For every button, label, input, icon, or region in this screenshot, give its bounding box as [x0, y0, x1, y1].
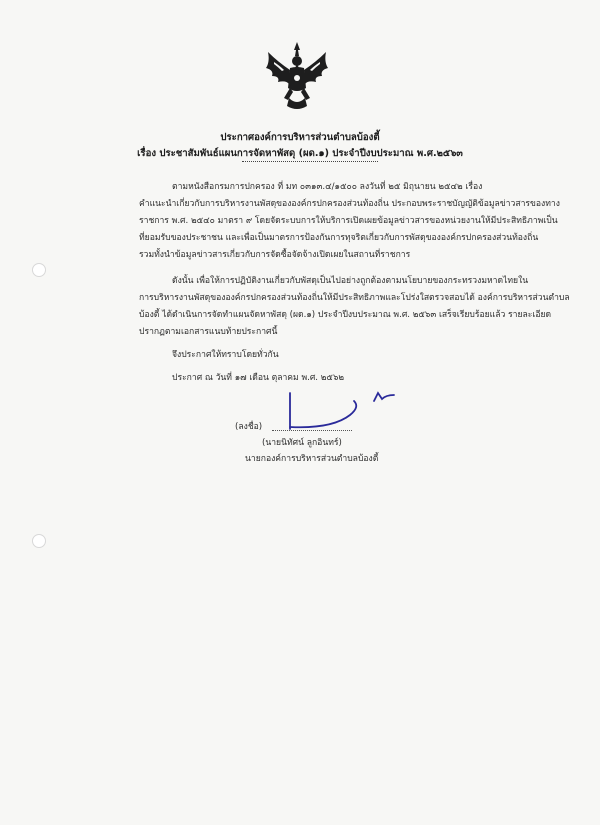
para1-line-3: ราชการ พ.ศ. ๒๕๔๐ มาตรา ๙ โดยจัดระบบการให้บริการเปิดเผยข้อมูลข่าวสารของหน่วยงานให้มีประสิทธิภาพเป็น	[139, 216, 558, 226]
handwritten-signature	[262, 365, 422, 435]
announcement-subject: เรื่อง ประชาสัมพันธ์แผนการจัดหาพัสดุ (ผด.๑) ประจำปีงบประมาณ พ.ศ.๒๕๖๓	[137, 148, 463, 159]
para1-line-5: รวมทั้งนำข้อมูลข่าวสารเกี่ยวกับการจัดซื้อจัดจ้างเปิดเผยในสถานที่ราชการ	[139, 250, 411, 260]
para2-line-3: บ้องตี้ ได้ดำเนินการจัดทำแผนจัดหาพัสดุ (ผด.๑) ประจำปีงบประมาณ พ.ศ. ๒๕๖๓ เสร็จเรียบร้อยแล้ว รายละเอียด	[139, 310, 552, 320]
para1-line-1: ตามหนังสือกรมการปกครอง ที่ มท ๐๓๑๓.๔/๑๕๐๐ ลงวันที่ ๒๕ มิถุนายน ๒๕๔๒ เรื่อง	[172, 182, 483, 192]
para2-line-2: การบริหารงานพัสดุขององค์กรปกครองส่วนท้องถิ่นให้มีประสิทธิภาพและโปร่งใสตรวจสอบได้ องค์การบริหารส่วนตำบล	[139, 293, 570, 303]
garuda-emblem-icon	[262, 40, 332, 112]
title-divider	[242, 161, 378, 162]
announcement-title: ประกาศองค์การบริหารส่วนตำบลบ้องตี้	[220, 132, 380, 143]
punch-hole-top	[32, 263, 46, 277]
para2-line-1: ดังนั้น เพื่อให้การปฏิบัติงานเกี่ยวกับพัสดุเป็นไปอย่างถูกต้องตามนโยบายของกระทรวงมหาดไทยใน	[172, 276, 529, 286]
para1-line-2: คำแนะนำเกี่ยวกับการบริหารงานพัสดุขององค์กรปกครองส่วนท้องถิ่น ประกอบพระราชบัญญัติข้อมูลข่าวสารของทาง	[139, 199, 560, 209]
signer-name: (นายนิทัศน์ ลูกอินทร์)	[262, 438, 342, 448]
announce-text: จึงประกาศให้ทราบโดยทั่วกัน	[172, 350, 279, 360]
para2-line-4: ปรากฏตามเอกสารแนบท้ายประกาศนี้	[139, 327, 278, 337]
punch-hole-bottom	[32, 534, 46, 548]
date-line: ประกาศ ณ วันที่ ๑๗ เดือน ตุลาคม พ.ศ. ๒๕๖๒	[172, 373, 345, 383]
sign-dotline	[272, 430, 352, 431]
sign-label: (ลงชื่อ)	[235, 422, 263, 432]
signer-position: นายกองค์การบริหารส่วนตำบลบ้องตี้	[245, 454, 379, 464]
para1-line-4: ที่ยอมรับของประชาชน และเพื่อเป็นมาตรการป้องกันการทุจริตเกี่ยวกับการพัสดุขององค์กรปกครองส่วนท้องถิ่น	[139, 233, 539, 243]
